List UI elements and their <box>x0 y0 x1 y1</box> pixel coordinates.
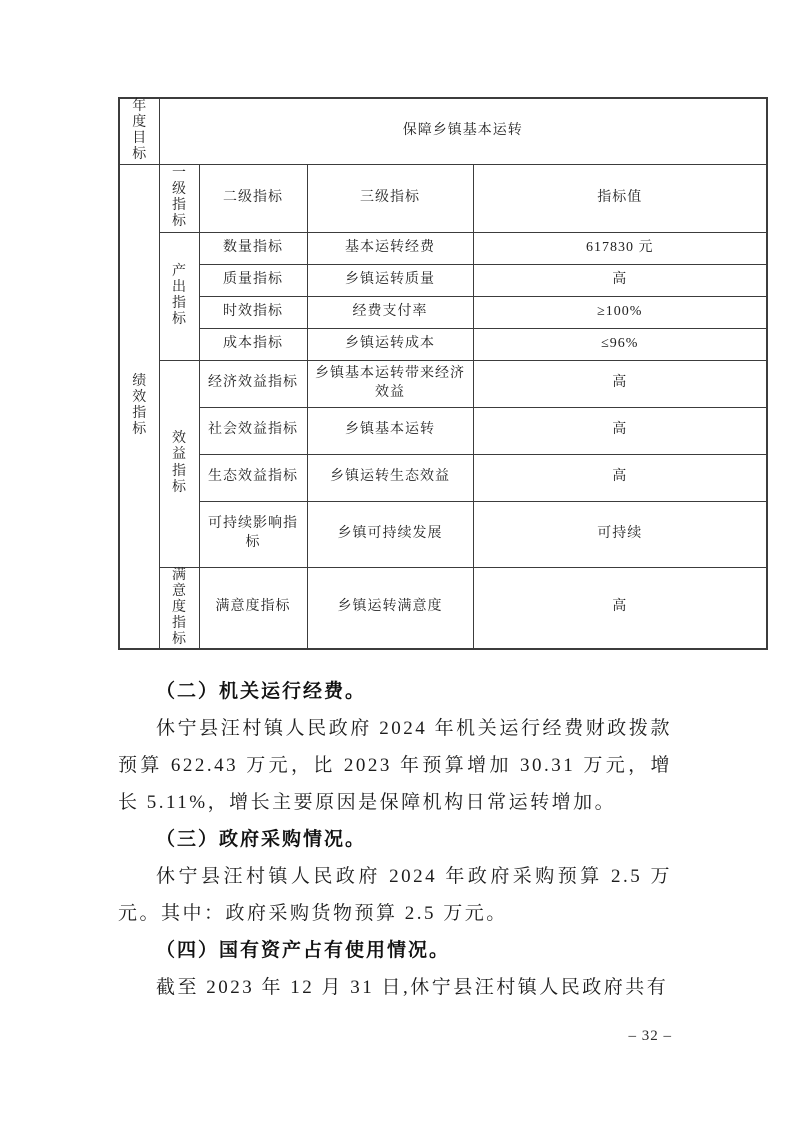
cell-value: 高 <box>473 360 767 407</box>
cell-level3: 乡镇可持续发展 <box>307 501 473 567</box>
table-row <box>119 98 767 164</box>
cell-value: 可持续 <box>473 501 767 567</box>
header-level1: 一级指标 <box>159 164 199 232</box>
cell-value: 高 <box>473 567 767 649</box>
header-value: 指标值 <box>473 164 767 232</box>
table-header-row <box>119 164 767 232</box>
table-row <box>119 232 767 264</box>
cell-level3: 乡镇基本运转 <box>307 407 473 454</box>
table-row <box>119 296 767 328</box>
table-row <box>119 407 767 454</box>
performance-indicator-label: 绩效指标 <box>119 164 159 649</box>
section-paragraph-4: 截至 2023 年 12 月 31 日,休宁县汪村镇人民政府共有 <box>156 977 669 998</box>
cell-value: ≤96% <box>473 328 767 360</box>
cell-level3: 乡镇运转质量 <box>307 264 473 296</box>
cell-level3: 乡镇运转成本 <box>307 328 473 360</box>
section-paragraph-2: 休宁县汪村镇人民政府 2024 年机关运行经费财政拨款预算 622.43 万元，比 2023 年预算增加 30.31 万元，增长 5.11%，增长主要原因是保障机构日常运转增加。 <box>118 718 672 813</box>
cell-level2: 社会效益指标 <box>199 407 307 454</box>
cell-level3: 乡镇运转生态效益 <box>307 454 473 501</box>
cell-level2: 质量指标 <box>199 264 307 296</box>
cell-level3: 乡镇运转满意度 <box>307 567 473 649</box>
cell-value: 617830 元 <box>473 232 767 264</box>
cell-level3: 基本运转经费 <box>307 232 473 264</box>
table-row <box>119 264 767 296</box>
performance-indicator-table <box>118 97 768 650</box>
header-level2: 二级指标 <box>199 164 307 232</box>
cell-level3: 乡镇基本运转带来经济效益 <box>307 360 473 407</box>
cell-value: 高 <box>473 407 767 454</box>
section-heading-3: （三）政府采购情况。 <box>156 829 367 850</box>
section-heading-4: （四）国有资产占有使用情况。 <box>156 940 451 961</box>
table-row <box>119 328 767 360</box>
cell-value: 高 <box>473 264 767 296</box>
table-row <box>119 454 767 501</box>
header-level3: 三级指标 <box>307 164 473 232</box>
section-heading-2: （二）机关运行经费。 <box>156 681 367 702</box>
cell-level2: 成本指标 <box>199 328 307 360</box>
table-row <box>119 501 767 567</box>
cell-level2: 经济效益指标 <box>199 360 307 407</box>
cell-level2: 可持续影响指标 <box>199 501 307 567</box>
annual-goal-value: 保障乡镇基本运转 <box>159 98 767 164</box>
group-satisfaction-label: 满意度指标 <box>159 567 199 649</box>
cell-value: 高 <box>473 454 767 501</box>
cell-level2: 时效指标 <box>199 296 307 328</box>
body-text <box>118 673 672 1006</box>
annual-goal-label: 年度目标 <box>119 98 159 164</box>
table-row <box>119 567 767 649</box>
group-output-label: 产出指标 <box>159 232 199 360</box>
section-paragraph-3: 休宁县汪村镇人民政府 2024 年政府采购预算 2.5 万元。其中：政府采购货物预算 2.5 万元。 <box>118 866 672 924</box>
cell-level3: 经费支付率 <box>307 296 473 328</box>
cell-level2: 生态效益指标 <box>199 454 307 501</box>
page-number: – 32 – <box>628 1028 672 1044</box>
cell-level2: 数量指标 <box>199 232 307 264</box>
cell-level2: 满意度指标 <box>199 567 307 649</box>
group-benefit-label: 效益指标 <box>159 360 199 567</box>
cell-value: ≥100% <box>473 296 767 328</box>
table-row <box>119 360 767 407</box>
